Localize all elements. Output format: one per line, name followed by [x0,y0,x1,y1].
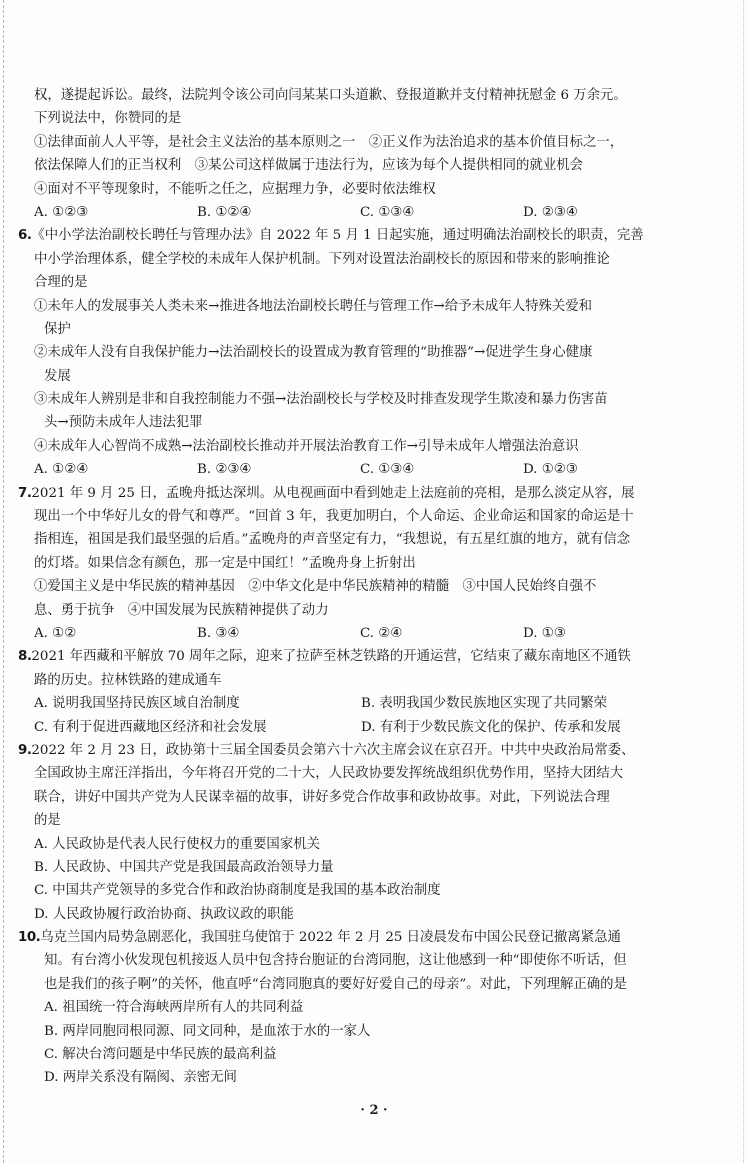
q10-stem-line: 知。有台湾小伙发现包机接返人员中包含持台胞证的台湾同胞，这让他感到一种“即使你不听话，但 [44,953,627,969]
q9-stem-line: 联合，讲好中国共产党为人民谋幸福的故事，讲好多党合作故事和政协故事。对此，下列说法合理 [34,789,610,805]
question-number: 9. [18,742,32,758]
q7-options [18,622,690,645]
q9-stem-line: 全国政协主席汪洋指出，今年将召开党的二十大，人民政协要发挥统战组织优势作用，坚持大团结大 [34,766,624,782]
q9-option-c: C. 中国共产党领导的多党合作和政治协商制度是我国的基本政治制度 [34,883,441,899]
q7-option-d: D. ①③ [523,625,566,641]
q6-option-b: B. ②③④ [197,462,252,478]
q6-item-3: ③未成年人辨别是非和自我控制能力不强→法治副校长与学校及时排查发现学生欺凌和暴力伤害苗 [34,392,608,408]
q10-option-c: C. 解决台湾问题是中华民族的最高利益 [44,1047,277,1063]
question-number: 10. [18,930,41,946]
q8-option-b: B. 表明我国少数民族地区实现了共同繁荣 [361,696,607,712]
q7-option-a: A. ①② [34,625,77,641]
q8-options-row-2 [18,716,690,739]
q7-option-c: C. ②④ [360,625,403,641]
q7-option-b: B. ③④ [197,625,240,641]
q10-stem-line: 也是我们的孩子啊”的关怀，他直呼“台湾同胞真的要好好爱自己的母亲”。对此，下列理解正确的是 [44,976,627,992]
q6-item-2: ②未成年人没有自我保护能力→法治副校长的设置成为教育管理的“助推器”→促进学生身心健康 [34,345,593,361]
q10-option-a: A. 祖国统一符合海峡两岸所有人的共同利益 [44,1000,304,1016]
q6-item-4: ④未成年人心智尚不成熟→法治副校长推动并开展法治教育工作→引导未成年人增强法治意识 [34,438,579,454]
q7-stem-line: ①爱国主义是中华民族的精神基因 ②中华文化是中华民族精神的精髓 ③中国人民始终自强不 [34,579,597,595]
q8-option-a: A. 说明我国坚持民族区域自治制度 [34,696,240,712]
q5-option-b: B. ①②④ [197,204,252,220]
q7-stem-line: 指相连，祖国是我们最坚强的后盾。”孟晚舟的声音坚定有力，“我想说，有五星红旗的地方，就有信念 [34,532,631,548]
q7-stem-line: 现出一个中华好儿女的骨气和尊严。“回首 3 年，我更加明白，个人命运、企业命运和国家的命运是十 [34,509,634,525]
question-10 [18,926,690,1090]
binding-margin-line [3,0,4,1163]
q6-stem-line: 中小学治理体系，健全学校的未成年人保护机制。下列对设置法治副校长的原因和带来的影响推论 [34,251,610,267]
q5-option-d: D. ②③④ [523,204,578,220]
q8-option-c: C. 有利于促进西藏地区经济和社会发展 [34,719,267,735]
q5-line: 下列说法中，你赞同的是 [34,111,182,127]
page-edge-line [743,0,744,1163]
q6-stem-line: 《中小学法治副校长聘任与管理办法》自 2022 年 5 月 1 日起实施，通过明确法治副校长的职责，完善 [31,228,644,244]
q5-options [18,201,690,224]
q8-stem-line: 路的历史。拉林铁路的建成通车 [34,672,222,688]
q6-options [18,458,690,481]
q6-option-d: D. ①②③ [523,462,578,478]
q6-option-a: A. ①②④ [34,462,89,478]
question-6 [18,224,690,481]
q6-item-1-cont: 保护 [44,321,71,337]
q9-option-b: B. 人民政协、中国共产党是我国最高政治领导力量 [34,859,334,875]
question-8 [18,645,690,739]
question-7 [18,482,690,646]
q5-line: ④面对不平等现象时，不能听之任之，应据理力争，必要时依法维权 [34,181,436,197]
q8-stem-line: 2021 年西藏和平解放 70 周年之际，迎来了拉萨至林芝铁路的开通运营，它结束了藏东南地区不通铁 [31,649,631,665]
q7-stem-line: 2021 年 9 月 25 日，孟晚舟抵达深圳。从电视画面中看到她走上法庭前的亮相，是那么淡定从容，展 [31,485,635,501]
q6-item-3-cont: 头→预防未成年人违法犯罪 [44,415,203,431]
q6-stem-line: 合理的是 [34,275,88,291]
q9-option-a: A. 人民政协是代表人民行使权力的重要国家机关 [34,836,320,852]
q9-stem-line: 2022 年 2 月 23 日，政协第十三届全国委员会第六十六次主席会议在京召开。中共中央政治局常委、 [31,742,635,758]
q9-stem-line: 的是 [34,813,61,829]
question-number: 7. [18,485,32,501]
q7-stem-line: 息、勇于抗争 ④中国发展为民族精神提供了动力 [34,602,329,618]
q6-option-c: C. ①③④ [360,462,415,478]
q5-option-c: C. ①③④ [360,204,415,220]
page-number: · 2 · [360,1103,388,1118]
q8-option-d: D. 有利于少数民族文化的保护、传承和发展 [361,719,621,735]
q5-line: ①法律面前人人平等，是社会主义法治的基本原则之一 ②正义作为法治追求的基本价值目标之一， [34,134,624,150]
q5-line: 依法保障人们的正当权利 ③某公司这样做属于违法行为，应该为每个人提供相同的就业机会 [34,158,584,174]
q9-option-d: D. 人民政协履行政治协商、执政议政的职能 [34,906,294,922]
q5-option-a: A. ①②③ [34,204,89,220]
q7-stem-line: 的灯塔。如果信念有颜色，那一定是中国红！”孟晚舟身上折射出 [34,555,416,571]
q8-options-row-1 [18,692,690,715]
question-9 [18,739,690,926]
q6-item-1: ①未年人的发展事关人类未来→推进各地法治副校长聘任与管理工作→给予未成年人特殊关爱和 [34,298,593,314]
q6-item-2-cont: 发展 [44,368,71,384]
question-number: 8. [18,649,32,665]
exam-page [18,84,690,1090]
question-5-continuation [18,84,690,224]
question-number: 6. [18,228,32,244]
q10-stem-line: 乌克兰国内局势急剧恶化，我国驻乌使馆于 2022 年 2 月 25 日凌晨发布中国公民登记撤离紧急通 [40,930,621,946]
q5-line: 权，遂提起诉讼。最终，法院判令该公司向闫某某口头道歉、登报道歉并支付精神抚慰金 6 万余元。 [34,88,627,103]
q10-option-b: B. 两岸同胞同根同源、同文同种，是血浓于水的一家人 [44,1023,371,1039]
q10-option-d: D. 两岸关系没有隔阂、亲密无间 [44,1070,237,1086]
